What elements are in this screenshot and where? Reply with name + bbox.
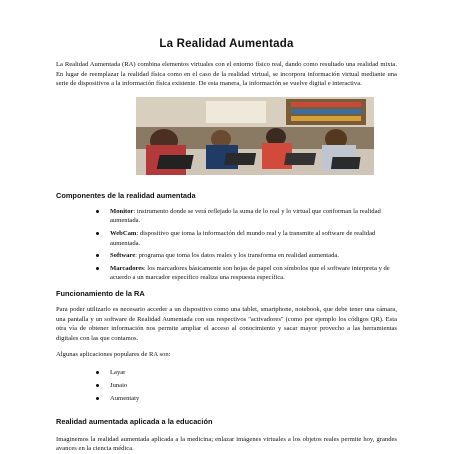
functioning-heading: Funcionamiento de la RA bbox=[56, 288, 145, 298]
list-item-term: Monitor bbox=[110, 207, 134, 215]
components-list bbox=[56, 207, 397, 283]
apps-list bbox=[56, 368, 397, 404]
list-item: Aumentaty bbox=[96, 394, 397, 404]
list-item-text: : dispositivo que toma la información del mundo real y la transmite al software de realidad aumentada. bbox=[110, 229, 376, 247]
list-item-term: Software bbox=[110, 252, 136, 260]
list-item-text: : los marcadores básicamente son hojas de papel con símbolos que el software interpreta y de acuerdo a un marcador específico realiza una respuesta específica. bbox=[110, 264, 390, 282]
functioning-paragraph: Para poder utilizarlo es necesario acceder a un dispositivo como una tablet, smartphone, notebook, que debe tener una cámara, una pantalla y un software de Realidad Aumentada con sus respectivos "activadores" (como por ejemplo los códigos QR). Esta otra vía de obtener información nos permite ampliar el acceso al conocimiento y sacar mayor provecho a las herramientas digitales con las que contamos. bbox=[56, 305, 397, 342]
list-item bbox=[96, 229, 397, 248]
classroom-photo bbox=[136, 97, 374, 175]
list-item-term: Marcadores bbox=[110, 264, 144, 272]
list-item-text: : instrumento donde se verá reflejado la suma de lo real y lo virtual que conforman la realidad aumentada. bbox=[110, 207, 381, 225]
apps-intro: Algunas aplicaciones populares de RA son: bbox=[56, 351, 171, 359]
page-title: La Realidad Aumentada bbox=[159, 38, 294, 50]
education-paragraph: Imaginemos la realidad aumentada aplicada a la medicina; enlazar imágenes virtuales a los objetos reales permite hoy, grandes avances en la ciencia médica. bbox=[56, 435, 397, 453]
list-item-text: : programa que toma los datos reales y los transforma en realidad aumentada. bbox=[135, 252, 339, 260]
list-item: Junaio bbox=[96, 381, 397, 391]
list-item bbox=[96, 264, 397, 283]
list-item: Layar bbox=[96, 368, 397, 378]
list-item bbox=[96, 251, 397, 261]
education-heading: Realidad aumentada aplicada a la educación bbox=[56, 416, 213, 426]
list-item-term: WebCam bbox=[110, 229, 137, 237]
classroom-photo-illustration bbox=[136, 97, 374, 175]
list-item bbox=[96, 207, 397, 226]
intro-paragraph: La Realidad Aumentada (RA) combina elementos virtuales con el entorno físico real, dando como resultado una realidad mixta. En lugar de reemplazar la realidad física como en el caso de la realidad virtual, se incorpora información virtual mediante una serie de dispositivos a la información física existente. De esta manera, la información se vuelve digital e interactiva. bbox=[56, 61, 397, 88]
components-heading: Componentes de la realidad aumentada bbox=[56, 190, 196, 200]
